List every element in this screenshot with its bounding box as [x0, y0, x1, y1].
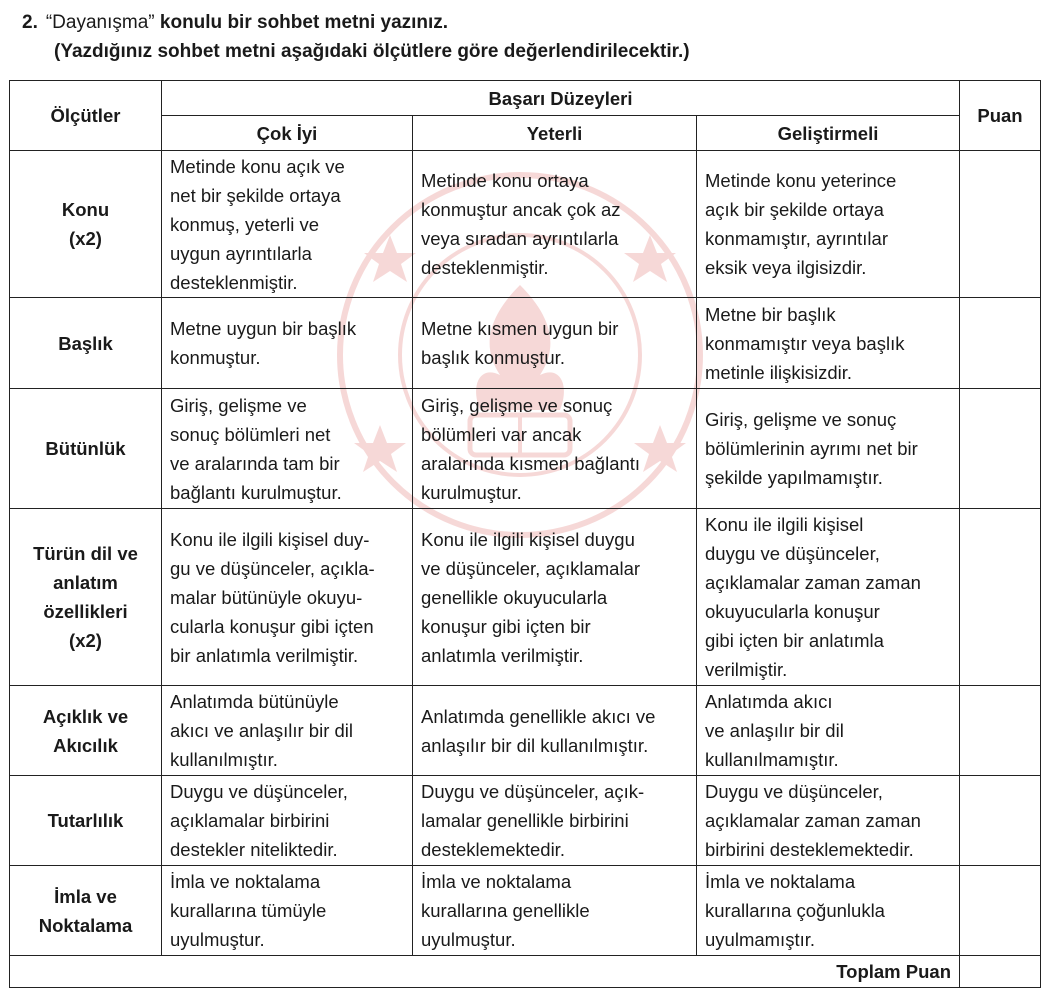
- points-input-cell[interactable]: [960, 298, 1041, 389]
- table-row: [10, 509, 1041, 686]
- table-row: [10, 151, 1041, 298]
- criterion-cell: Konu (x2): [10, 151, 162, 298]
- level-cell-yeterli: Metne kısmen uygun bir başlık konmuştur.: [413, 298, 697, 389]
- total-row: [10, 956, 1041, 988]
- criterion-cell: Başlık: [10, 298, 162, 389]
- points-input-cell[interactable]: [960, 509, 1041, 686]
- points-input-cell[interactable]: [960, 686, 1041, 776]
- question-line-1: [22, 8, 690, 37]
- points-input-cell[interactable]: [960, 389, 1041, 509]
- table-row: [10, 866, 1041, 956]
- points-input-cell[interactable]: [960, 776, 1041, 866]
- level-cell-cok-iyi: Metinde konu açık ve net bir şekilde ortaya konmuş, yeterli ve uygun ayrıntılarla desteklenmiştir.: [162, 151, 413, 298]
- level-cell-gelistirmeli: İmla ve noktalama kurallarına çoğunlukla uyulmamıştır.: [697, 866, 960, 956]
- level-cell-cok-iyi: Anlatımda bütünüyle akıcı ve anlaşılır bir dil kullanılmıştır.: [162, 686, 413, 776]
- criterion-cell: Tutarlılık: [10, 776, 162, 866]
- question-note: (Yazdığınız sohbet metni aşağıdaki ölçütlere göre değerlendirilecektir.): [54, 41, 690, 62]
- level-cell-cok-iyi: Giriş, gelişme ve sonuç bölümleri net ve aralarında tam bir bağlantı kurulmuştur.: [162, 389, 413, 509]
- table-row: [10, 776, 1041, 866]
- level-cell-gelistirmeli: Konu ile ilgili kişisel duygu ve düşünceler, açıklamalar zaman zaman okuyucularla konuşur gibi içten bir anlatımla verilmiştir.: [697, 509, 960, 686]
- level-cell-yeterli: Anlatımda genellikle akıcı ve anlaşılır bir dil kullanılmıştır.: [413, 686, 697, 776]
- total-points-label: Toplam Puan: [10, 956, 960, 988]
- total-points-input-cell[interactable]: [960, 956, 1041, 988]
- level-cell-gelistirmeli: Duygu ve düşünceler, açıklamalar zaman zaman birbirini desteklemektedir.: [697, 776, 960, 866]
- level-cell-yeterli: İmla ve noktalama kurallarına genellikle uyulmuştur.: [413, 866, 697, 956]
- level-cell-gelistirmeli: Metinde konu yeterince açık bir şekilde ortaya konmamıştır, ayrıntılar eksik veya ilgisizdir.: [697, 151, 960, 298]
- level-cell-cok-iyi: İmla ve noktalama kurallarına tümüyle uyulmuştur.: [162, 866, 413, 956]
- question-instruction: konulu bir sohbet metni yazınız.: [159, 12, 449, 33]
- criteria-header: Ölçütler: [10, 81, 162, 151]
- points-header: Puan: [960, 81, 1041, 151]
- points-input-cell[interactable]: [960, 151, 1041, 298]
- level-cell-cok-iyi: Duygu ve düşünceler, açıklamalar birbirini destekler niteliktedir.: [162, 776, 413, 866]
- level-cell-cok-iyi: Konu ile ilgili kişisel duy- gu ve düşünceler, açıkla- malar bütünüyle okuyu- cularla konuşur gibi içten bir anlatımla verilmiştir.: [162, 509, 413, 686]
- table-row: [10, 298, 1041, 389]
- level-cell-gelistirmeli: Metne bir başlık konmamıştır veya başlık metinle ilişkisizdir.: [697, 298, 960, 389]
- level-header-gelistirmeli: Geliştirmeli: [697, 116, 960, 151]
- table-row: [10, 686, 1041, 776]
- question-block: [22, 8, 690, 66]
- level-cell-gelistirmeli: Anlatımda akıcı ve anlaşılır bir dil kullanılmamıştır.: [697, 686, 960, 776]
- question-number: 2.: [22, 12, 38, 33]
- level-header-cok-iyi: Çok İyi: [162, 116, 413, 151]
- level-cell-gelistirmeli: Giriş, gelişme ve sonuç bölümlerinin ayrımı net bir şekilde yapılmamıştır.: [697, 389, 960, 509]
- levels-header: Başarı Düzeyleri: [162, 81, 960, 116]
- level-cell-yeterli: Duygu ve düşünceler, açık- lamalar genellikle birbirini desteklemektedir.: [413, 776, 697, 866]
- level-cell-yeterli: Metinde konu ortaya konmuştur ancak çok az veya sıradan ayrıntılarla desteklenmiştir.: [413, 151, 697, 298]
- points-input-cell[interactable]: [960, 866, 1041, 956]
- criterion-cell: Açıklık ve Akıcılık: [10, 686, 162, 776]
- level-cell-cok-iyi: Metne uygun bir başlık konmuştur.: [162, 298, 413, 389]
- question-topic: “Dayanışma”: [45, 12, 155, 33]
- criterion-cell: İmla ve Noktalama: [10, 866, 162, 956]
- assessment-rubric-table: [9, 80, 1041, 988]
- criterion-cell: Türün dil ve anlatım özellikleri (x2): [10, 509, 162, 686]
- table-row: [10, 389, 1041, 509]
- criterion-cell: Bütünlük: [10, 389, 162, 509]
- level-cell-yeterli: Konu ile ilgili kişisel duygu ve düşünceler, açıklamalar genellikle okuyucularla konuşur gibi içten bir anlatımla verilmiştir.: [413, 509, 697, 686]
- level-cell-yeterli: Giriş, gelişme ve sonuç bölümleri var ancak aralarında kısmen bağlantı kurulmuştur.: [413, 389, 697, 509]
- level-header-yeterli: Yeterli: [413, 116, 697, 151]
